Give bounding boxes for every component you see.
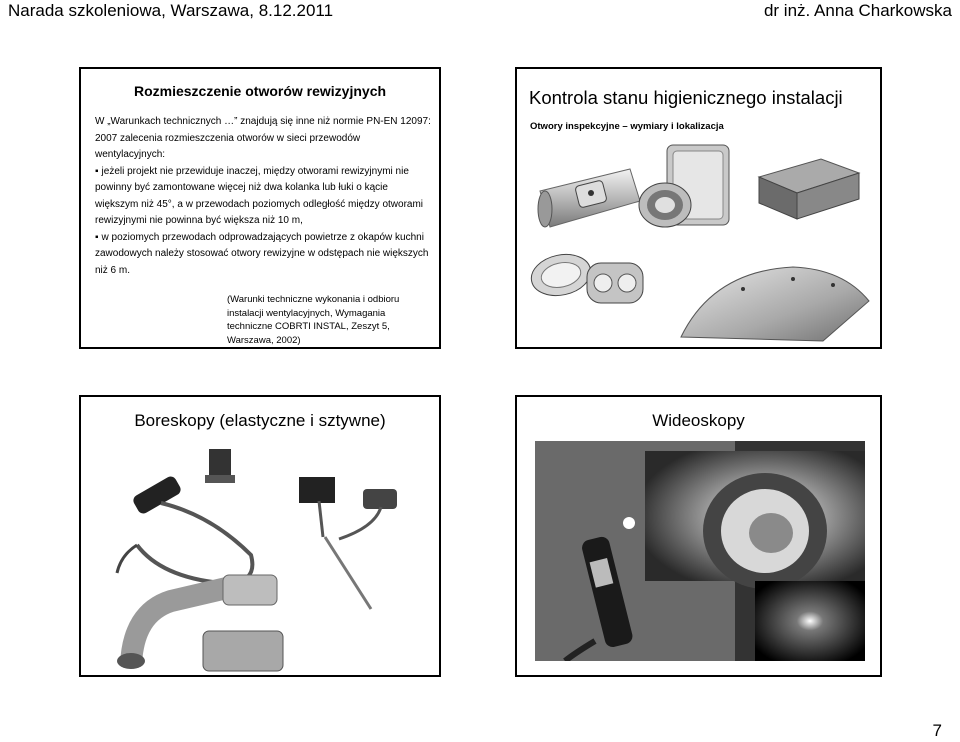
slide-title: Rozmieszczenie otworów rewizyjnych	[133, 83, 387, 99]
videoscope-photo	[535, 441, 865, 661]
slide-title: Wideoskopy	[652, 411, 745, 430]
slide-title: Boreskopy (elastyczne i sztywne)	[134, 411, 386, 430]
slide-body	[95, 114, 431, 279]
access-door-photo	[635, 141, 735, 233]
slide-title: Kontrola stanu higienicznego instalacji	[529, 87, 843, 108]
slide-hygiene-inspection	[515, 67, 882, 349]
bullet-item: ▪ jeżeli projekt nie przewiduje inaczej, między otworami rewizyjnymi nie powinny być zamontowane więcej niż dwa kolanka lub łuki o kącie większym niż 45°, a w przewodach poziomych odległość między otworami rewizyjnymi nie powinna być większa niż 10 m,	[95, 164, 431, 230]
rigid-borescope-photo	[279, 467, 429, 617]
curved-duct-cover-photo	[673, 265, 873, 343]
round-duct-door-photo	[535, 161, 645, 239]
oval-access-doors-photo	[525, 245, 651, 309]
header-event: Narada szkoleniowa, Warszawa, 8.12.2011	[8, 1, 334, 20]
elbow-pipe-photo	[111, 573, 291, 673]
slide-subtitle: Otwory inspekcyjne – wymiary i lokalizacja	[530, 121, 724, 132]
slide-access-openings-placement	[79, 67, 441, 349]
page-header	[0, 0, 960, 22]
slide-videoscopes	[515, 395, 882, 677]
inspection-box-photo	[751, 155, 863, 225]
reference-note: (Warunki techniczne wykonania i odbioru instalacji wentylacyjnych, Wymagania techniczne COBRTI INSTAL, Zeszyt 5, Warszawa, 2002)	[227, 294, 400, 346]
slide-borescopes	[79, 395, 441, 677]
header-author: dr inż. Anna Charkowska	[763, 1, 952, 20]
intro-text: W „Warunkach technicznych …” znajdują się inne niż normie PN-EN 12097: 2007 zalecenia rozmieszczenia otworów w sieci przewodów wentylacyjnych:	[95, 116, 431, 160]
page-number: 7	[932, 721, 942, 740]
bullet-item: ▪ w poziomych przewodach odprowadzających powietrze z okapów kuchni zawodowych należy stosować otwory rewizyjne w odstępach nie większych niż 6 m.	[95, 230, 431, 280]
